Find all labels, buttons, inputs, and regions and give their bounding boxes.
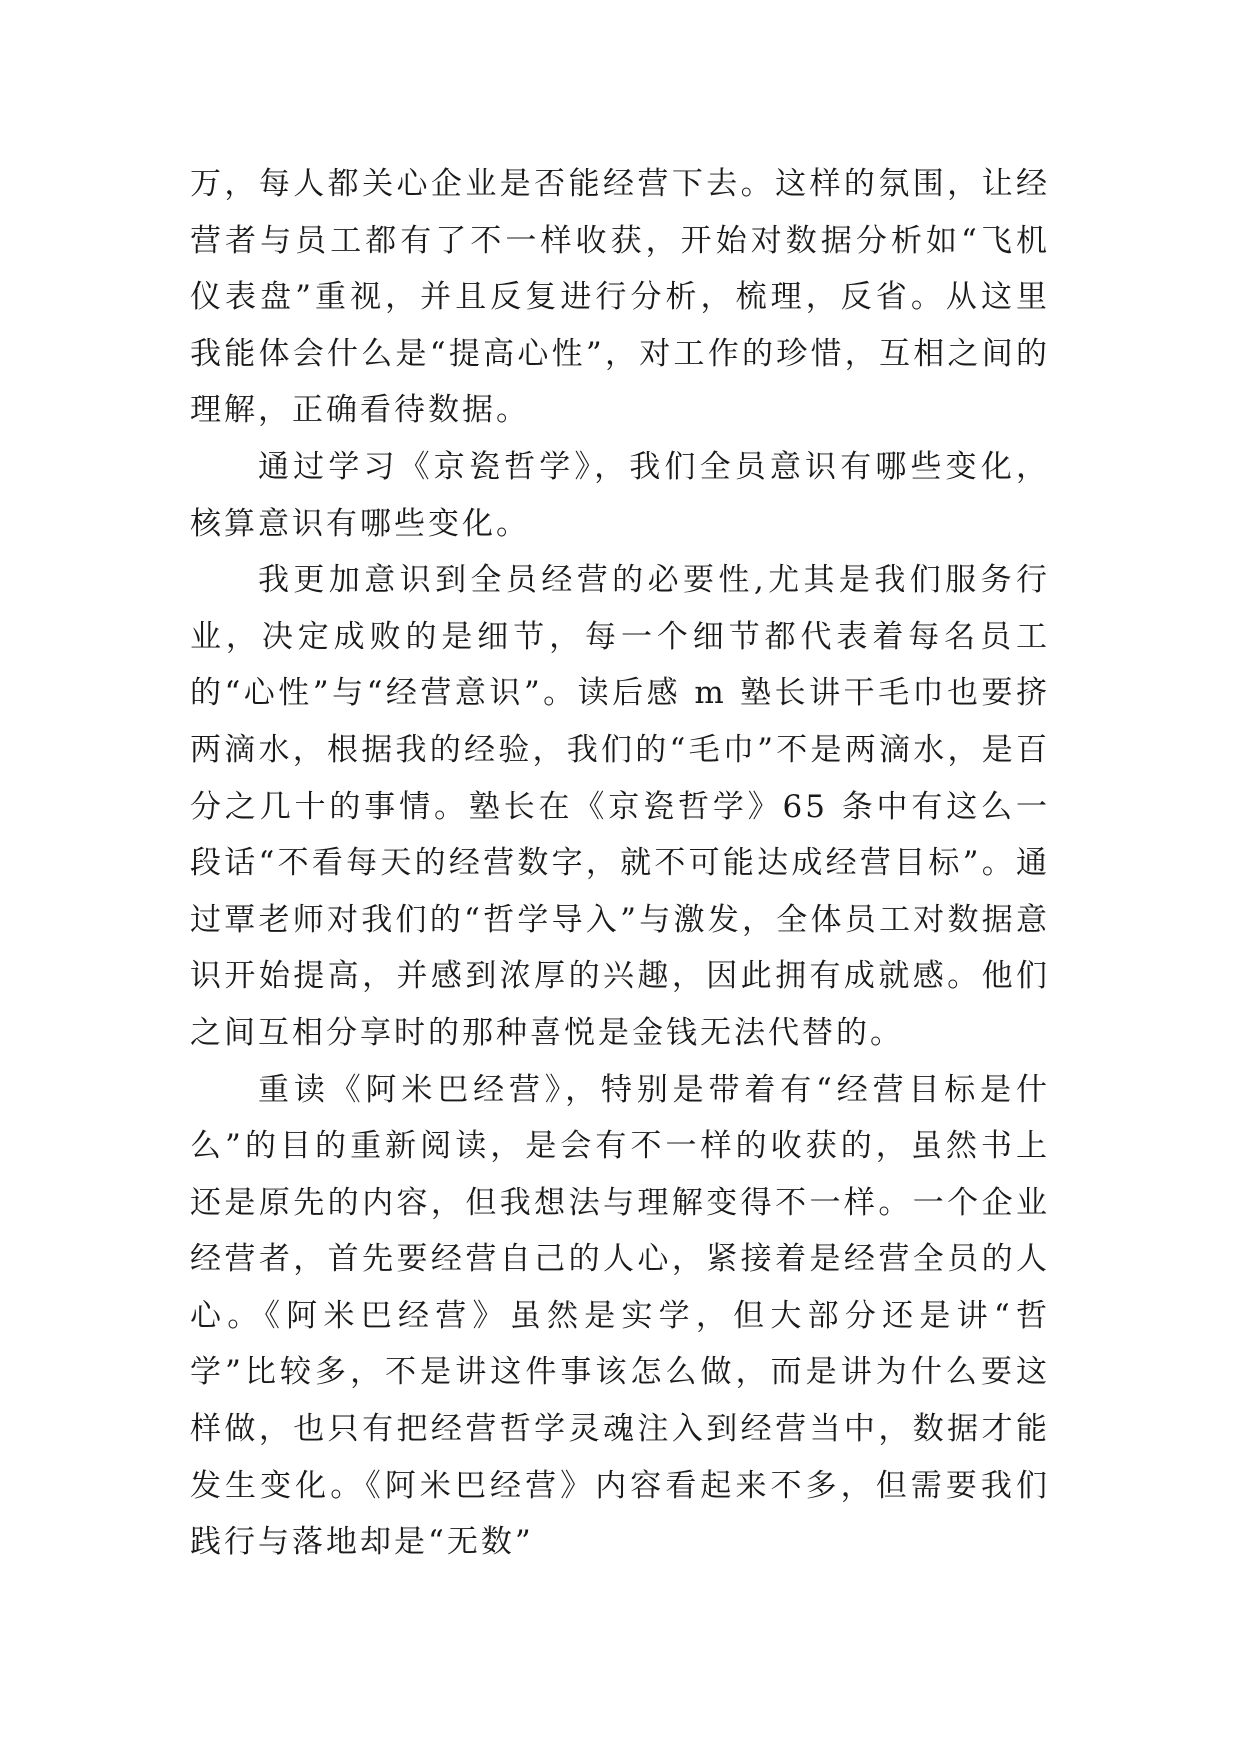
paragraph-3: 我更加意识到全员经营的必要性,尤其是我们服务行业，决定成败的是细节，每一个细节都代表着每名员工的“心性”与“经营意识”。读后感 m 塾长讲干毛巾也要挤两滴水，根据我的经验，我们的“毛巾”不是两滴水，是百分之几十的事情。塾长在《京瓷哲学》65 条中有这么一段话“不看每天的经营数字，就不可能达成经营目标”。通过覃老师对我们的“哲学导入”与激发，全体员工对数据意识开始提高，并感到浓厚的兴趣，因此拥有成就感。他们之间互相分享时的那种喜悦是金钱无法代替的。 — [190, 562, 1050, 1051]
paragraph-1: 万，每人都关心企业是否能经营下去。这样的氛围，让经营者与员工都有了不一样收获，开始对数据分析如“飞机仪表盘”重视，并且反复进行分析，梳理，反省。从这里我能体会什么是“提高心性”，对工作的珍惜，互相之间的理解，正确看待数据。 — [190, 166, 1050, 429]
document-body — [190, 156, 1050, 1571]
paragraph-4: 重读《阿米巴经营》，特别是带着有“经营目标是什么”的目的重新阅读，是会有不一样的收获的，虽然书上还是原先的内容，但我想法与理解变得不一样。一个企业经营者，首先要经营自己的人心，紧接着是经营全员的人心。《阿米巴经营》虽然是实学，但大部分还是讲“哲学”比较多，不是讲这件事该怎么做，而是讲为什么要这样做，也只有把经营哲学灵魂注入到经营当中，数据才能发生变化。《阿米巴经营》内容看起来不多，但需要我们践行与落地却是“无数” — [190, 1071, 1050, 1561]
paragraph-2: 通过学习《京瓷哲学》，我们全员意识有哪些变化，核算意识有哪些变化。 — [190, 448, 1050, 542]
